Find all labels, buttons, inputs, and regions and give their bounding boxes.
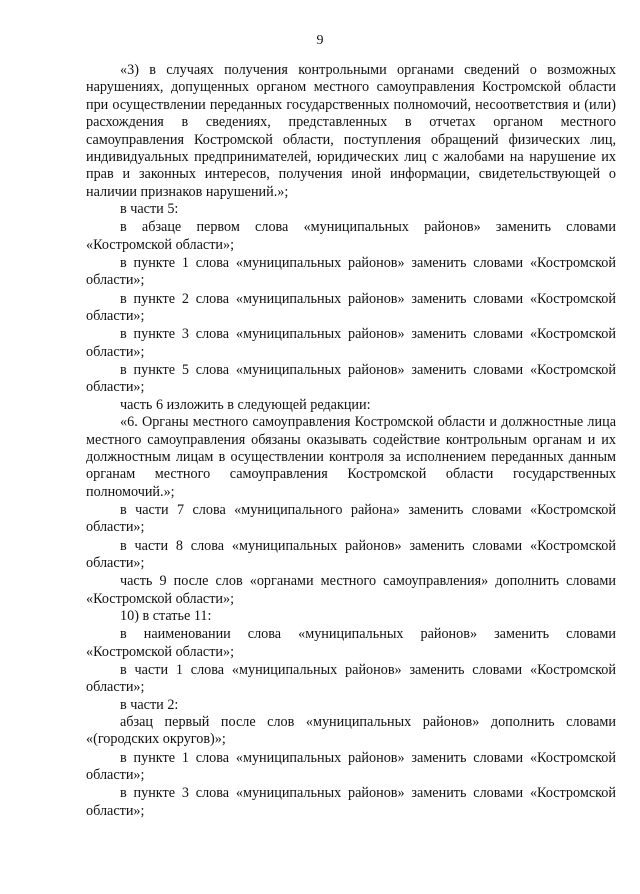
paragraph-5: в пункте 2 слова «муниципальных районов» заменить словами «Костромской области»; <box>86 290 616 325</box>
paragraph-13: 10) в статье 11: <box>120 607 212 624</box>
paragraph-2: в части 5: <box>120 201 179 218</box>
paragraph-17: абзац первый после слов «муниципальных районов» дополнить словами «(городских округов)»; <box>86 714 616 748</box>
paragraph-14: в наименовании слова «муниципальных районов» заменить словами «Костромской области»; <box>86 626 616 660</box>
page-number: 9 <box>316 33 324 48</box>
paragraph-15: в части 1 слова «муниципальных районов» заменить словами «Костромской области»; <box>86 661 616 696</box>
paragraph-7: в пункте 5 слова «муниципальных районов» заменить словами «Костромской области»; <box>86 361 616 396</box>
paragraph-4: в пункте 1 слова «муниципальных районов» заменить словами «Костромской области»; <box>86 255 616 289</box>
paragraph-19: в пункте 3 слова «муниципальных районов» заменить словами «Костромской области»; <box>86 785 616 819</box>
paragraph-16: в части 2: <box>120 696 179 713</box>
paragraph-6: в пункте 3 слова «муниципальных районов» заменить словами «Костромской области»; <box>86 326 616 360</box>
document-body <box>86 62 616 820</box>
paragraph-8: часть 6 изложить в следующей редакции: <box>120 396 371 413</box>
paragraph-11: в части 8 слова «муниципальных районов» заменить словами «Костромской области»; <box>86 537 616 571</box>
paragraph-10: в части 7 слова «муниципального района» заменить словами «Костромской области»; <box>86 501 616 536</box>
paragraph-18: в пункте 1 слова «муниципальных районов» заменить словами «Костромской области»; <box>86 749 616 784</box>
paragraph-1: «3) в случаях получения контрольными органами сведений о возможных нарушениях, допущенных органом местного самоуправления Костромской области при осуществлении переданных государственных полномочий, несоответствия и (или) расхождения в сведениях, представленных в отчетах органом местного самоуправления Костромской области, поступления обращений физических лиц, индивидуальных предпринимателей, юридических лиц с жалобами на нарушение их прав и законных интересов, получения иной информации, свидетельствующей о наличии признаков нарушений.»; <box>86 62 616 200</box>
paragraph-9: «6. Органы местного самоуправления Костромской области и должностные лица местного самоуправления обязаны оказывать содействие контрольным органам и их должностным лицам в осуществлении контроля за исполнением переданных данным органам местного самоуправления Костромской области государственных полномочий.»; <box>86 414 616 500</box>
paragraph-12: часть 9 после слов «органами местного самоуправления» дополнить словами «Костромской области»; <box>86 573 616 607</box>
paragraph-3: в абзаце первом слова «муниципальных районов» заменить словами «Костромской области»; <box>86 219 616 253</box>
